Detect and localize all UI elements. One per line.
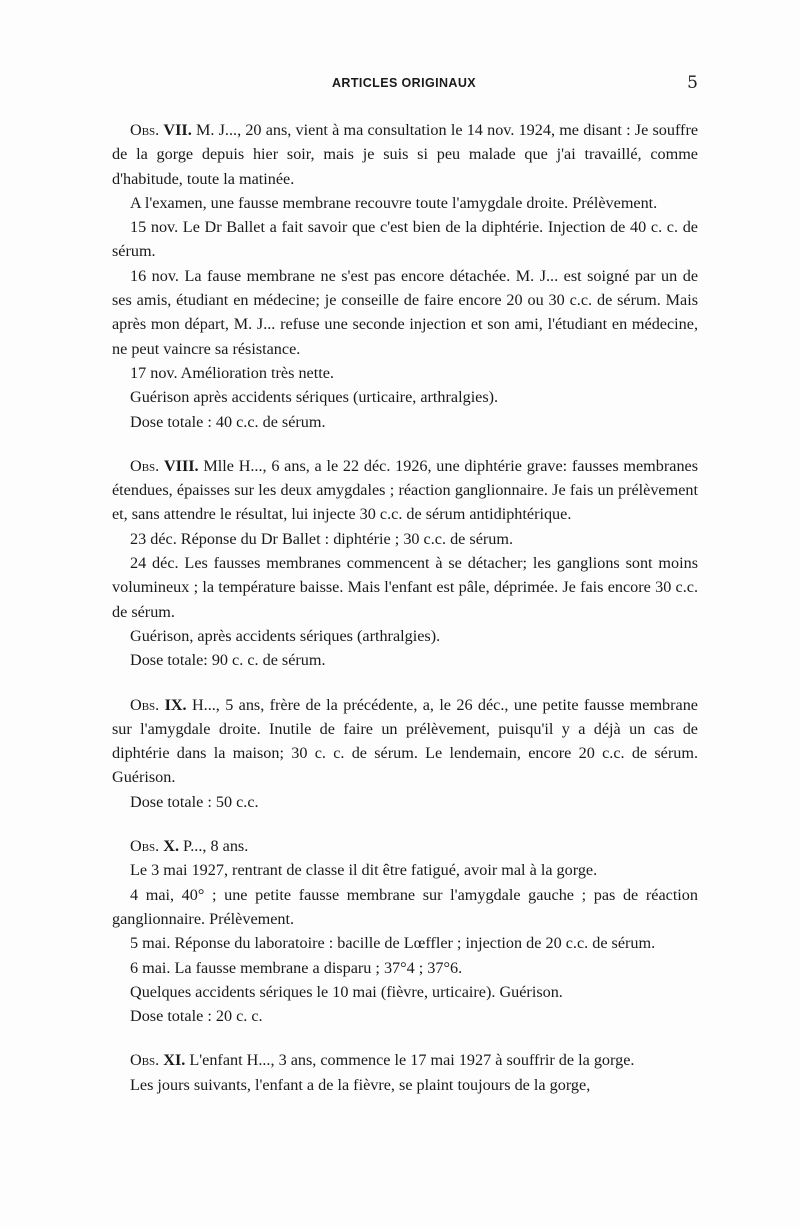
observation-text: P..., 8 ans. <box>183 837 249 856</box>
paragraph: Quelques accidents sériques le 10 mai (fièvre, urticaire). Guérison. <box>130 982 563 1001</box>
observation-label: Obs. <box>130 695 160 714</box>
paragraph: 17 nov. Amélioration très nette. <box>130 363 334 382</box>
article-body <box>112 118 698 1097</box>
observation-viii <box>112 454 698 673</box>
observation-text: Mlle H..., 6 ans, a le 22 déc. 1926, une diphtérie grave: fausses membranes étendues, épaisses sur les deux amygdales ; réaction ganglionnaire. Je fais un prélèvement et, sans attendre le résultat, lui injecte 30 c.c. de sérum antidiphtérique. <box>112 456 699 524</box>
observation-vii <box>112 118 698 434</box>
paragraph: Dose totale : 50 c.c. <box>130 792 259 811</box>
paragraph: 24 déc. Les fausses membranes commencent à se détacher; les ganglions sont moins volumineux ; la température baisse. Mais l'enfant est pâle, déprimée. Je fais encore 30 c.c. de sérum. <box>112 554 698 621</box>
observation-number: X. <box>163 837 179 856</box>
paragraph: 5 mai. Réponse du laboratoire : bacille de Lœffler ; injection de 20 c.c. de sérum. <box>130 934 656 953</box>
observation-ix-intro <box>112 693 698 790</box>
page-number: 5 <box>687 73 698 93</box>
observation-label: Obs. <box>130 121 160 139</box>
observation-number: VIII. <box>163 456 199 475</box>
observation-vii-intro <box>112 118 698 191</box>
observation-viii-intro <box>112 454 698 527</box>
running-head <box>114 73 698 98</box>
observation-label: Obs. <box>130 1051 160 1070</box>
observation-x <box>112 834 698 1028</box>
observation-ix <box>112 693 698 814</box>
paragraph: Guérison, après accidents sériques (arthralgies). <box>130 626 441 645</box>
observation-number: XI. <box>163 1051 186 1070</box>
observation-xi-intro <box>112 1048 698 1072</box>
paragraph: 6 mai. La fausse membrane a disparu ; 37°4 ; 37°6. <box>130 958 463 977</box>
paragraph: Le 3 mai 1927, rentrant de classe il dit être fatigué, avoir mal à la gorge. <box>130 861 598 880</box>
observation-text: L'enfant H..., 3 ans, commence le 17 mai 1927 à souffrir de la gorge. <box>189 1051 635 1070</box>
paragraph: 4 mai, 40° ; une petite fausse membrane sur l'amygdale gauche ; pas de réaction ganglionnaire. Prélèvement. <box>112 885 698 928</box>
paragraph: A l'examen, une fausse membrane recouvre toute l'amygdale droite. Prélèvement. <box>130 193 658 212</box>
running-title: ARTICLES ORIGINAUX <box>331 76 476 90</box>
paragraph: 16 nov. La fause membrane ne s'est pas encore détachée. M. J... est soigné par un de ses amis, étudiant en médecine; je conseille de faire encore 20 ou 30 c.c. de sérum. Mais après mon départ, M. J... refuse une seconde injection et son ami, l'étudiant en médecine, ne peut vaincre sa résistance. <box>112 266 698 358</box>
paragraph: Dose totale : 40 c.c. de sérum. <box>130 412 326 431</box>
observation-x-intro <box>112 834 698 858</box>
paragraph: 23 déc. Réponse du Dr Ballet : diphtérie ; 30 c.c. de sérum. <box>130 529 513 548</box>
paragraph: Dose totale: 90 c. c. de sérum. <box>130 651 326 670</box>
observation-number: VII. <box>163 121 192 139</box>
paragraph: 15 nov. Le Dr Ballet a fait savoir que c'est bien de la diphtérie. Injection de 40 c. c. de sérum. <box>112 218 698 261</box>
observation-label: Obs. <box>130 456 160 475</box>
paragraph: Les jours suivants, l'enfant a de la fièvre, se plaint toujours de la gorge, <box>130 1075 591 1094</box>
observation-text: M. J..., 20 ans, vient à ma consultation le 14 nov. 1924, me disant : Je souffre de la gorge depuis hier soir, mais je suis si peu malade que j'ai travaillé, comme d'habitude, toute la matinée. <box>112 121 699 188</box>
observation-label: Obs. <box>130 837 160 856</box>
paragraph: Guérison après accidents sériques (urticaire, arthralgies). <box>130 388 499 407</box>
observation-text: H..., 5 ans, frère de la précédente, a, le 26 déc., une petite fausse membrane sur l'amygdale droite. Inutile de faire un prélèvement, puisqu'il y a déjà un cas de diphtérie dans la maison; 30 c. c. de sérum. Le lendemain, encore 20 c.c. de sérum. Guérison. <box>112 695 698 787</box>
observation-number: IX. <box>164 695 187 714</box>
paragraph: Dose totale : 20 c. c. <box>130 1007 263 1026</box>
observation-xi <box>112 1048 698 1097</box>
